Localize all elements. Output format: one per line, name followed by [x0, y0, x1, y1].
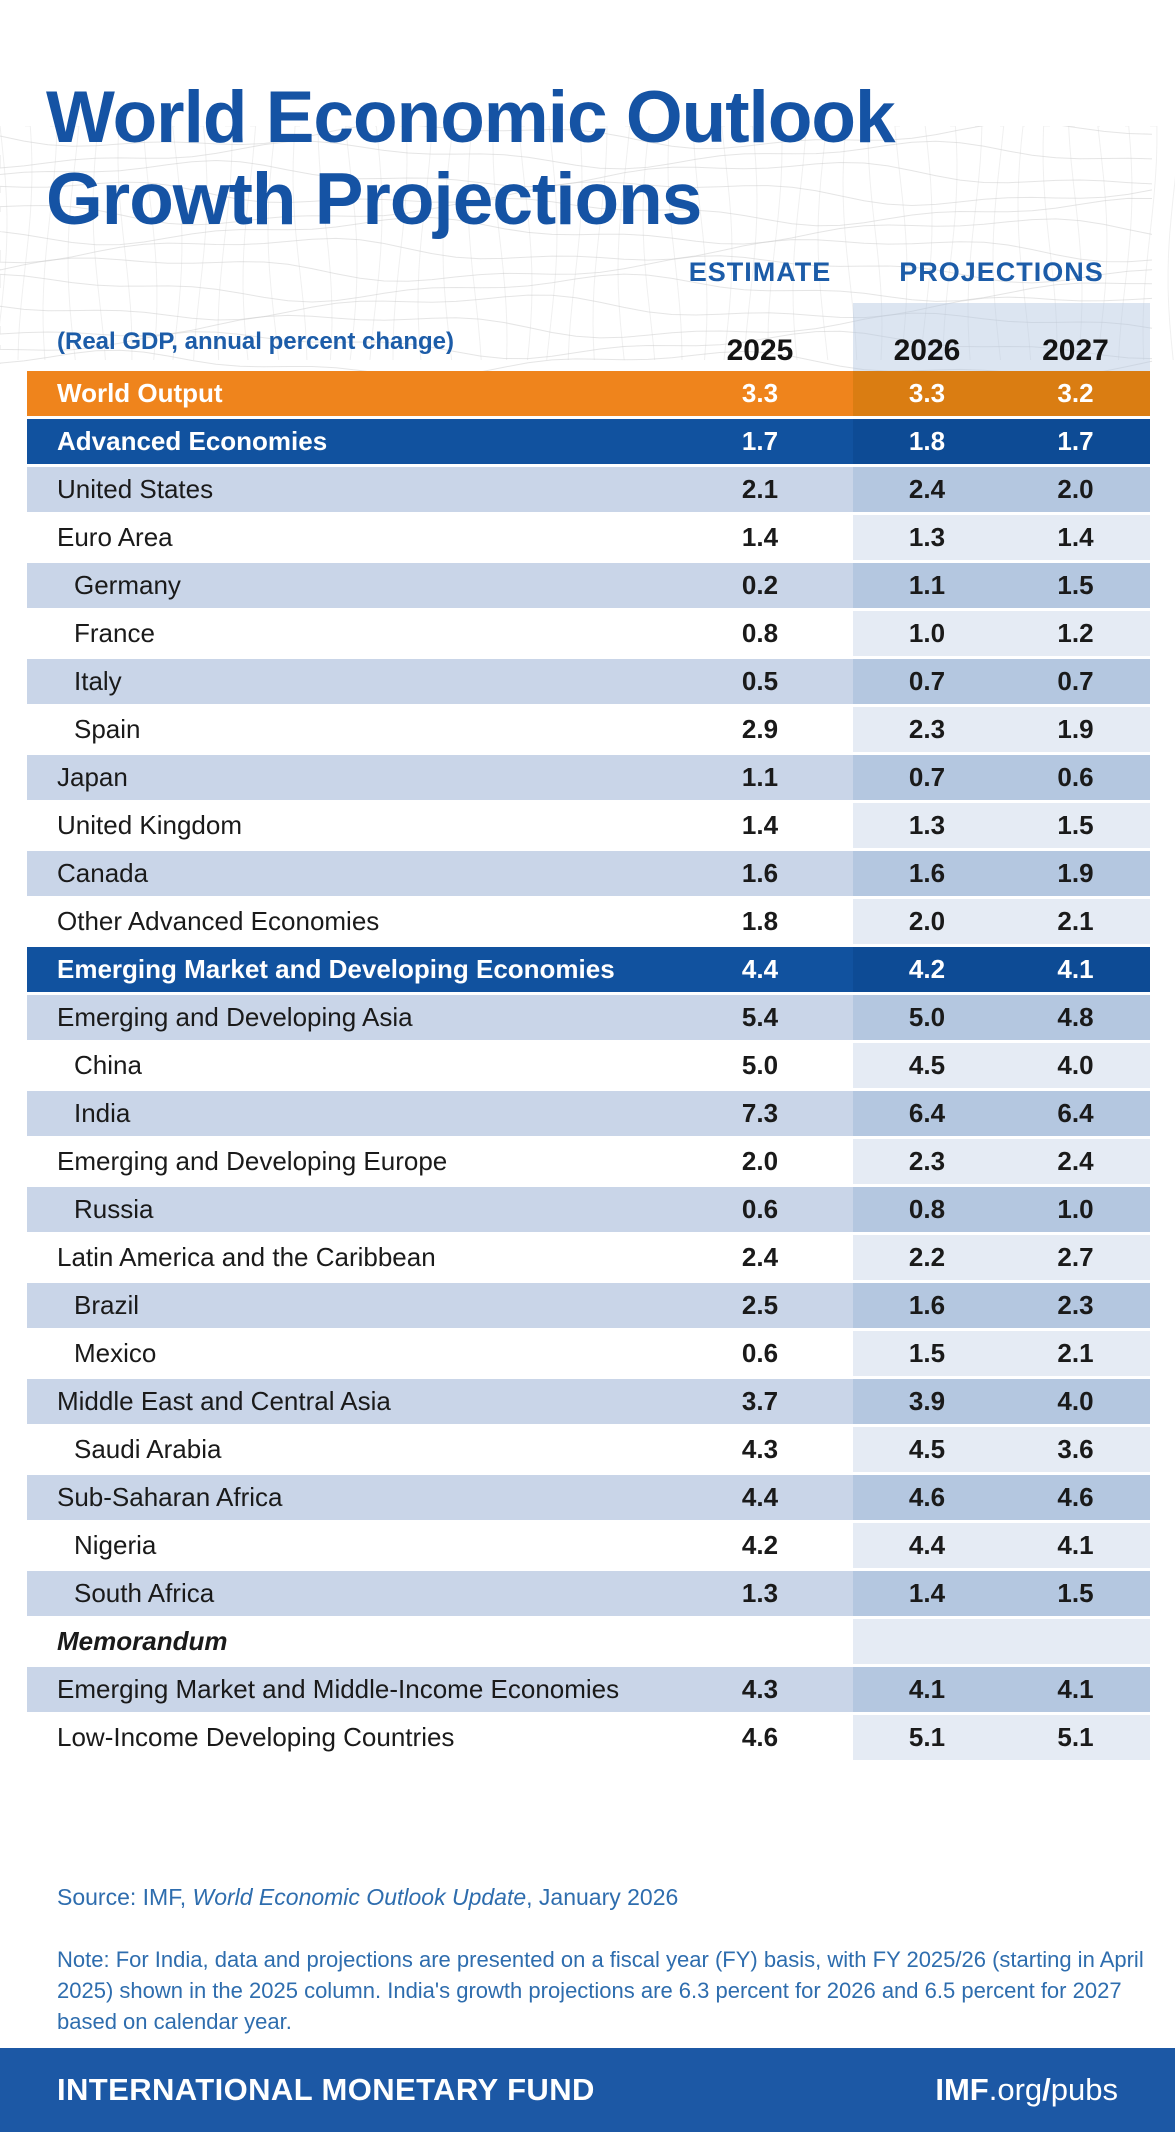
page-title	[46, 77, 895, 241]
value-2027: 2.7	[1001, 1235, 1150, 1280]
value-2025: 1.3	[741, 1578, 779, 1608]
value-2026: 1.1	[853, 563, 1001, 608]
value-2025: 1.6	[741, 858, 779, 888]
row-label: Japan	[57, 762, 128, 792]
value-2027: 0.7	[1001, 659, 1150, 704]
value-2026: 3.9	[853, 1379, 1001, 1424]
row-label: Emerging Market and Middle-Income Economies	[57, 1674, 620, 1704]
row-label: United States	[57, 474, 214, 504]
row-label: China	[74, 1050, 142, 1080]
growth-projections-table	[27, 371, 1150, 1763]
table-row-sub-saharan-africa	[27, 1475, 1150, 1520]
value-2025: 0.5	[741, 666, 779, 696]
estimate-column-header: ESTIMATE	[688, 257, 832, 287]
value-2025: 0.6	[741, 1194, 779, 1224]
value-2027: 2.1	[1001, 1331, 1150, 1376]
value-2027: 1.2	[1001, 611, 1150, 656]
table-row-advanced-economies	[27, 419, 1150, 464]
value-2026: 1.4	[853, 1571, 1001, 1616]
row-label: Mexico	[74, 1338, 157, 1368]
value-2025: 1.1	[741, 762, 779, 792]
table-row-other-advanced-economies	[27, 899, 1150, 944]
value-2026: 1.6	[853, 851, 1001, 896]
value-2025: 1.4	[741, 522, 779, 552]
table-row-world-output	[27, 371, 1150, 416]
table-row-united-kingdom	[27, 803, 1150, 848]
value-2025: 0.2	[741, 570, 779, 600]
value-2027: 4.1	[1001, 947, 1150, 992]
value-2027: 1.5	[1001, 563, 1150, 608]
value-2025: 2.1	[741, 474, 779, 504]
value-2025: 7.3	[741, 1098, 779, 1128]
row-label: Germany	[74, 570, 181, 600]
table-row-saudi-arabia	[27, 1427, 1150, 1472]
value-2027: 4.0	[1001, 1379, 1150, 1424]
row-label: Emerging and Developing Europe	[57, 1146, 448, 1176]
source-suffix: , January 2026	[526, 1884, 679, 1910]
table-row-canada	[27, 851, 1150, 896]
value-2027: 6.4	[1001, 1091, 1150, 1136]
table-row-spain	[27, 707, 1150, 752]
value-2026: 1.3	[853, 515, 1001, 560]
value-2025: 1.4	[741, 810, 779, 840]
value-2027: 4.6	[1001, 1475, 1150, 1520]
row-label: India	[74, 1098, 131, 1128]
value-2025: 4.4	[741, 1482, 779, 1512]
value-2027: 1.5	[1001, 803, 1150, 848]
value-2027: 1.0	[1001, 1187, 1150, 1232]
value-2026: 5.0	[853, 995, 1001, 1040]
row-label: Advanced Economies	[57, 426, 328, 456]
row-label: Saudi Arabia	[74, 1434, 222, 1464]
table-row-latin-america-and-the-caribbean	[27, 1235, 1150, 1280]
row-label: Middle East and Central Asia	[57, 1386, 391, 1416]
imf-url	[935, 2072, 1118, 2108]
page-title-line1: World Economic Outlook	[46, 76, 895, 158]
value-2027: 1.9	[1001, 707, 1150, 752]
row-label: Low-Income Developing Countries	[57, 1722, 455, 1752]
value-2025: 5.4	[741, 1002, 779, 1032]
table-row-italy	[27, 659, 1150, 704]
row-label: Memorandum	[57, 1626, 228, 1656]
value-2026: 2.2	[853, 1235, 1001, 1280]
value-2025: 3.3	[741, 378, 779, 408]
table-row-france	[27, 611, 1150, 656]
table-row-euro-area	[27, 515, 1150, 560]
row-label: South Africa	[74, 1578, 215, 1608]
value-2026: 4.6	[853, 1475, 1001, 1520]
value-2027: 2.4	[1001, 1139, 1150, 1184]
table-row-india	[27, 1091, 1150, 1136]
value-2026: 5.1	[853, 1715, 1001, 1760]
footer-bar	[0, 2048, 1175, 2132]
value-2025: 2.9	[741, 714, 779, 744]
value-2026: 2.3	[853, 1139, 1001, 1184]
source-line	[57, 1884, 678, 1911]
value-2027: 4.1	[1001, 1667, 1150, 1712]
value-2027: 4.1	[1001, 1523, 1150, 1568]
value-2026: 4.5	[853, 1043, 1001, 1088]
table-row-russia	[27, 1187, 1150, 1232]
table-row-brazil	[27, 1283, 1150, 1328]
value-2025: 3.7	[741, 1386, 779, 1416]
table-row-emerging-market-and-developing-economies	[27, 947, 1150, 992]
year-header-2027: 2027	[1042, 334, 1109, 367]
source-publication-title: World Economic Outlook Update	[192, 1884, 527, 1910]
table-row-japan	[27, 755, 1150, 800]
value-2027: 3.6	[1001, 1427, 1150, 1472]
value-2027: 0.6	[1001, 755, 1150, 800]
value-2027: 4.0	[1001, 1043, 1150, 1088]
imf-url-imf: IMF	[935, 2072, 989, 2107]
table-row-memorandum	[27, 1619, 1150, 1664]
projections-column-header: PROJECTIONS	[899, 257, 1104, 287]
value-2027: 3.2	[1001, 371, 1150, 416]
row-label: United Kingdom	[57, 810, 242, 840]
value-2025: 1.7	[741, 426, 779, 456]
value-2026: 2.0	[853, 899, 1001, 944]
value-2025: 5.0	[741, 1050, 779, 1080]
value-2025: 4.6	[741, 1722, 779, 1752]
value-2026: 2.4	[853, 467, 1001, 512]
table-row-united-states	[27, 467, 1150, 512]
row-label: Euro Area	[57, 522, 173, 552]
value-2025: 0.6	[741, 1338, 779, 1368]
table-row-nigeria	[27, 1523, 1150, 1568]
table-row-south-africa	[27, 1571, 1150, 1616]
value-2026: 1.0	[853, 611, 1001, 656]
row-label: Sub-Saharan Africa	[57, 1482, 283, 1512]
value-2026: 4.5	[853, 1427, 1001, 1472]
value-2025: 4.3	[741, 1674, 779, 1704]
table-row-germany	[27, 563, 1150, 608]
value-2027: 2.1	[1001, 899, 1150, 944]
value-2026	[853, 1619, 1001, 1664]
value-2025: 4.2	[741, 1530, 779, 1560]
row-label: France	[74, 618, 155, 648]
row-label: Other Advanced Economies	[57, 906, 380, 936]
value-2026: 0.7	[853, 659, 1001, 704]
table-subtitle: (Real GDP, annual percent change)	[57, 328, 454, 355]
value-2025: 2.4	[741, 1242, 779, 1272]
value-2026: 1.6	[853, 1283, 1001, 1328]
table-row-emerging-and-developing-asia	[27, 995, 1150, 1040]
value-2027: 5.1	[1001, 1715, 1150, 1760]
value-2026: 2.3	[853, 707, 1001, 752]
value-2027: 2.0	[1001, 467, 1150, 512]
value-2025	[667, 1619, 853, 1664]
row-label: Nigeria	[74, 1530, 157, 1560]
value-2025: 4.4	[741, 954, 779, 984]
value-2026: 6.4	[853, 1091, 1001, 1136]
value-2026: 0.7	[853, 755, 1001, 800]
table-row-china	[27, 1043, 1150, 1088]
value-2025: 2.5	[741, 1290, 779, 1320]
value-2025: 0.8	[741, 618, 779, 648]
value-2026: 1.3	[853, 803, 1001, 848]
row-label: Emerging Market and Developing Economies	[57, 954, 615, 984]
table-row-emerging-and-developing-europe	[27, 1139, 1150, 1184]
value-2027: 1.4	[1001, 515, 1150, 560]
imf-url-pubs: pubs	[1050, 2072, 1118, 2107]
value-2026: 3.3	[853, 371, 1001, 416]
imf-wordmark: INTERNATIONAL MONETARY FUND	[57, 2072, 595, 2107]
value-2027	[1001, 1619, 1150, 1664]
row-label: Italy	[74, 666, 122, 696]
value-2025: 4.3	[741, 1434, 779, 1464]
value-2026: 1.8	[853, 419, 1001, 464]
year-header-2025: 2025	[726, 334, 794, 367]
row-label: World Output	[57, 378, 223, 408]
row-label: Spain	[74, 714, 141, 744]
value-2026: 4.4	[853, 1523, 1001, 1568]
row-label: Emerging and Developing Asia	[57, 1002, 413, 1032]
imf-url-org: .org	[988, 2072, 1043, 2107]
row-label: Canada	[57, 858, 149, 888]
row-label: Latin America and the Caribbean	[57, 1242, 436, 1272]
page-title-line2: Growth Projections	[46, 158, 702, 240]
value-2027: 2.3	[1001, 1283, 1150, 1328]
value-2025: 1.8	[741, 906, 779, 936]
value-2027: 1.9	[1001, 851, 1150, 896]
imf-url-slash: /	[1042, 2072, 1051, 2107]
value-2026: 0.8	[853, 1187, 1001, 1232]
year-header-2026: 2026	[893, 334, 961, 367]
value-2027: 1.7	[1001, 419, 1150, 464]
value-2026: 4.2	[853, 947, 1001, 992]
value-2026: 1.5	[853, 1331, 1001, 1376]
table-row-emerging-market-and-middle-income-economies	[27, 1667, 1150, 1712]
value-2027: 1.5	[1001, 1571, 1150, 1616]
value-2027: 4.8	[1001, 995, 1150, 1040]
row-label: Russia	[74, 1194, 154, 1224]
source-prefix: Source: IMF,	[57, 1884, 193, 1910]
value-2026: 4.1	[853, 1667, 1001, 1712]
value-2025: 2.0	[741, 1146, 779, 1176]
table-row-mexico	[27, 1331, 1150, 1376]
row-label: Brazil	[74, 1290, 140, 1320]
note-text: Note: For India, data and projections are presented on a fiscal year (FY) basis, with FY 2025/26 (starting in April 2025) shown in the 2025 column. India's growth projections are 6.3 percent for 2026 and 6.5 percent for 2027 based on calendar year.	[57, 1947, 1144, 2035]
table-row-low-income-developing-countries	[27, 1715, 1150, 1760]
table-row-middle-east-and-central-asia	[27, 1379, 1150, 1424]
